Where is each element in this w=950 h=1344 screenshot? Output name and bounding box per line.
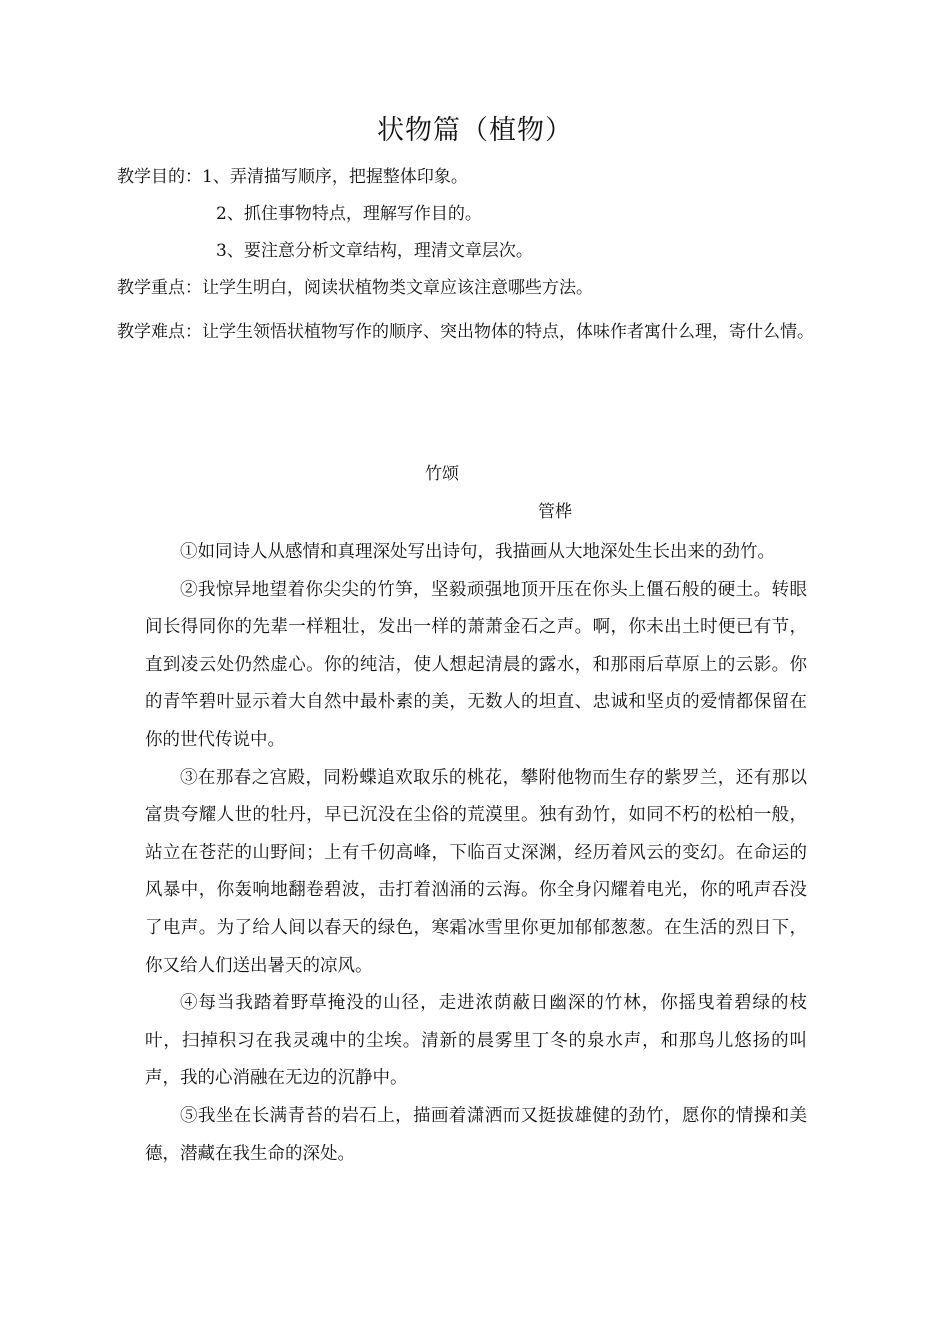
objective-item: 1、弄清描写顺序，把握整体印象。 <box>202 167 468 187</box>
essay-paragraph: ①如同诗人从感情和真理深处写出诗句，我描画从大地深处生长出来的劲竹。 <box>180 542 775 562</box>
objectives-label: 教学目的： <box>117 167 202 187</box>
essay-author: 管桦 <box>538 502 572 522</box>
essay-body <box>145 534 807 1173</box>
objective-item: 3、要注意分析文章结构，理清文章层次。 <box>216 241 533 261</box>
essay-paragraph: ⑤我坐在长满青苔的岩石上，描画着潇洒而又挺拔雄健的劲竹，愿你的情操和美德，潜藏在我生命的深处。 <box>145 1105 807 1164</box>
difficulty: 教学难点：让学生领悟状植物写作的顺序、突出物体的特点，体味作者寓什么理，寄什么情。 <box>117 322 814 342</box>
key-point: 教学重点：让学生明白，阅读状植物类文章应该注意哪些方法。 <box>117 278 593 298</box>
essay-paragraph: ②我惊异地望着你尖尖的竹笋，坚毅顽强地顶开压在你头上僵石般的硬土。转眼间长得同你的先辈一样粗壮，发出一样的萧萧金石之声。啊，你未出土时便已有节，直到凌云处仍然虚心。你的纯洁，使人想起清晨的露水，和那雨后草原上的云影。你的青竿碧叶显示着大自然中最朴素的美，无数人的坦直、忠诚和坚贞的爱情都保留在你的世代传说中。 <box>145 579 807 750</box>
objective-item: 2、抓住事物特点，理解写作目的。 <box>216 204 482 224</box>
page-title: 状物篇（植物） <box>377 115 573 146</box>
essay-title: 竹颂 <box>425 464 459 484</box>
essay-paragraph: ③在那春之宫殿，同粉蝶追欢取乐的桃花，攀附他物而生存的紫罗兰，还有那以富贵夸耀人世的牡丹，早已沉没在尘俗的荒漠里。独有劲竹，如同不朽的松柏一般，站立在苍茫的山野间；上有千仞高峰，下临百丈深渊，经历着风云的变幻。在命运的风暴中，你轰响地翻卷碧波，击打着汹涌的云海。你全身闪耀着电光，你的吼声吞没了电声。为了给人间以春天的绿色，寒霜冰雪里你更加郁郁葱葱。在生活的烈日下，你又给人们送出暑天的凉风。 <box>145 767 807 976</box>
essay-paragraph: ④每当我踏着野草掩没的山径，走进浓荫蔽日幽深的竹林，你摇曳着碧绿的枝叶，扫掉积习在我灵魂中的尘埃。清新的晨雾里丁冬的泉水声，和那鸟儿悠扬的叫声，我的心消融在无边的沉静中。 <box>145 993 807 1089</box>
objectives-row-1 <box>117 165 468 189</box>
